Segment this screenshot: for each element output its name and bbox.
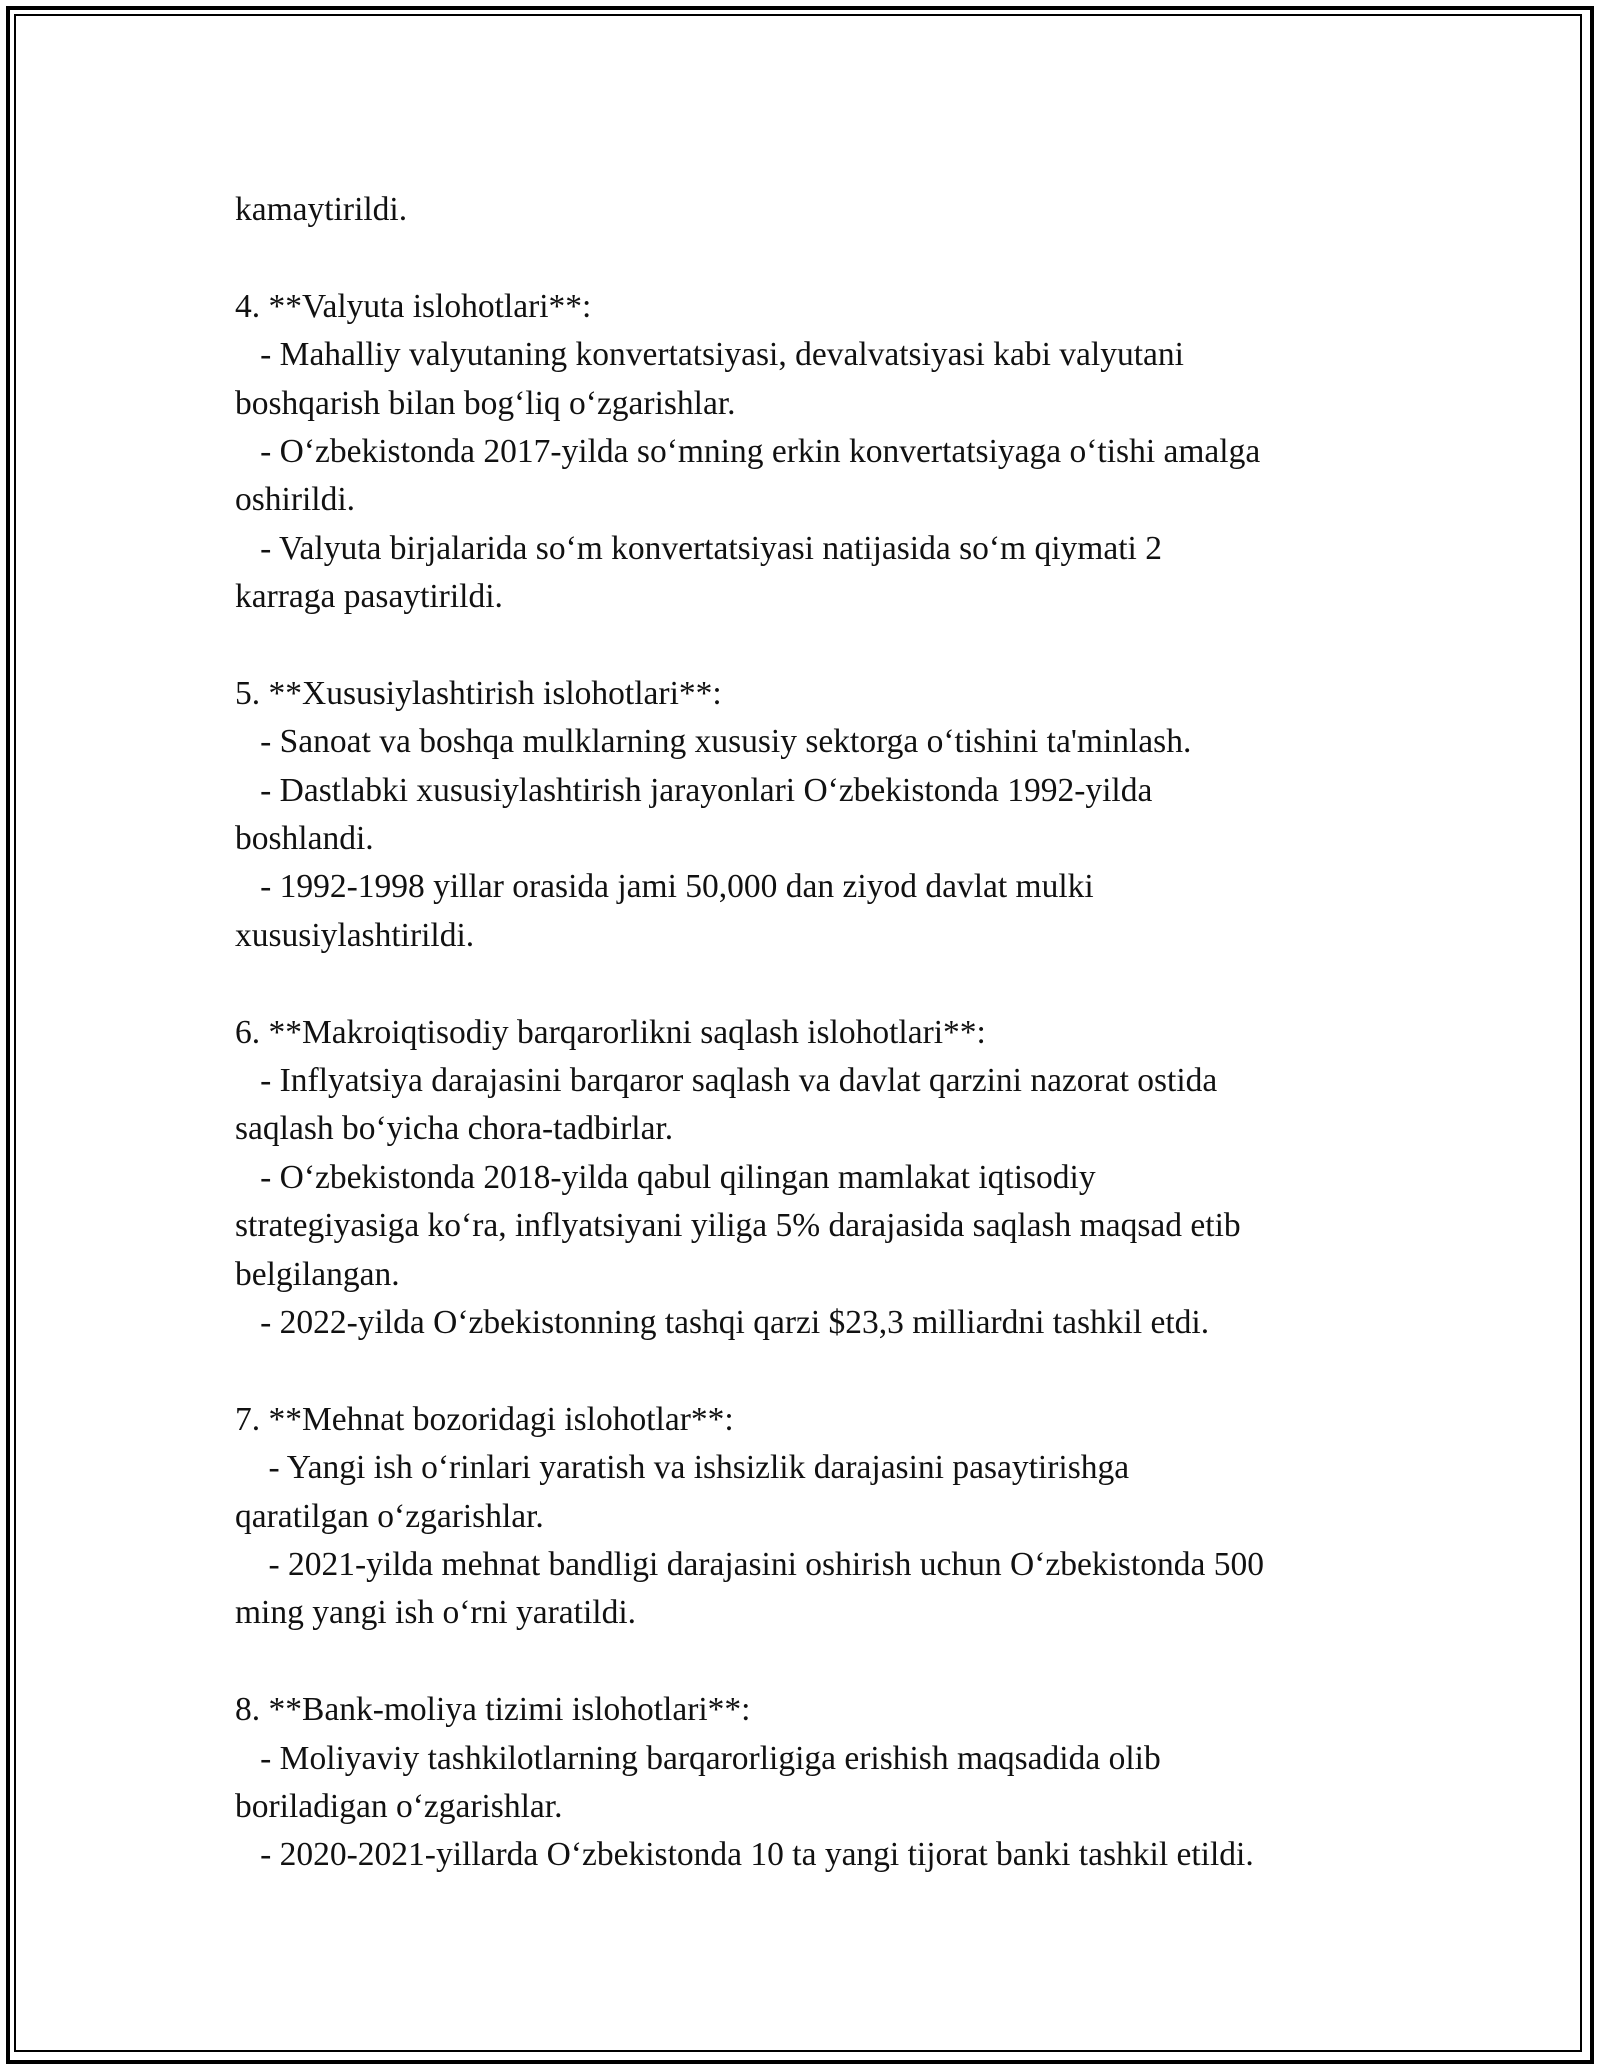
section-heading: 5. **Xususiylashtirish islohotlari**: xyxy=(235,674,722,712)
text-line: belgilangan. xyxy=(235,1255,400,1293)
list-item: - O‘zbekistonda 2018-yilda qabul qilingan mamlakat iqtisodiy xyxy=(235,1158,1096,1196)
text-line: kamaytirildi. xyxy=(235,191,408,228)
list-item: - Valyuta birjalarida so‘m konvertatsiyasi natijasida so‘m qiymati 2 xyxy=(235,529,1162,567)
text-line: qaratilgan o‘zgarishlar. xyxy=(235,1497,544,1535)
list-item: - Dastlabki xususiylashtirish jarayonlari O‘zbekistonda 1992-yilda xyxy=(235,771,1153,809)
list-item: - Sanoat va boshqa mulklarning xususiy sektorga o‘tishini ta'minlash. xyxy=(235,723,1192,761)
section-heading: 6. **Makroiqtisodiy barqarorlikni saqlash islohotlari**: xyxy=(235,1013,986,1051)
section-heading: 8. **Bank-moliya tizimi islohotlari**: xyxy=(235,1691,751,1729)
list-item: - O‘zbekistonda 2017-yilda so‘mning erkin konvertatsiyaga o‘tishi amalga xyxy=(235,432,1261,470)
section-heading: 7. **Mehnat bozoridagi islohotlar**: xyxy=(235,1400,734,1438)
list-item: - 1992-1998 yillar orasida jami 50,000 dan ziyod davlat mulki xyxy=(235,868,1094,906)
blank-line xyxy=(235,234,1375,282)
text-line: strategiyasiga ko‘ra, inflyatsiyani yiliga 5% darajasida saqlash maqsad etib xyxy=(235,1207,1241,1245)
blank-line xyxy=(235,960,1375,1008)
text-line: boriladigan o‘zgarishlar. xyxy=(235,1787,563,1825)
text-line: oshirildi. xyxy=(235,481,356,519)
list-item: - Yangi ish o‘rinlari yaratish va ishsizlik darajasini pasaytirishga xyxy=(235,1449,1130,1487)
text-line: ming yangi ish o‘rni yaratildi. xyxy=(235,1594,637,1632)
blank-line xyxy=(235,1638,1375,1686)
list-item: - 2020-2021-yillarda O‘zbekistonda 10 ta yangi tijorat banki tashkil etildi. xyxy=(235,1836,1254,1874)
list-item: - 2021-yilda mehnat bandligi darajasini oshirish uchun O‘zbekistonda 500 xyxy=(235,1545,1264,1583)
text-line: boshqarish bilan bog‘liq o‘zgarishlar. xyxy=(235,384,736,422)
text-line: boshlandi. xyxy=(235,820,374,858)
list-item: - Inflyatsiya darajasini barqaror saqlash va davlat qarzini nazorat ostida xyxy=(235,1062,1218,1100)
text-line: saqlash bo‘yicha chora-tadbirlar. xyxy=(235,1110,674,1148)
list-item: - Mahalliy valyutaning konvertatsiyasi, devalvatsiyasi kabi valyutani xyxy=(235,336,1184,374)
document-body xyxy=(235,186,1375,1880)
text-line: karraga pasaytirildi. xyxy=(235,578,503,616)
list-item: - 2022-yilda O‘zbekistonning tashqi qarzi $23,3 milliardni tashkil etdi. xyxy=(235,1303,1210,1341)
blank-line xyxy=(235,1347,1375,1395)
text-line: xususiylashtirildi. xyxy=(235,916,475,954)
section-heading: 4. **Valyuta islohotlari**: xyxy=(235,287,592,325)
blank-line xyxy=(235,622,1375,670)
list-item: - Moliyaviy tashkilotlarning barqarorligiga erishish maqsadida olib xyxy=(235,1739,1161,1777)
